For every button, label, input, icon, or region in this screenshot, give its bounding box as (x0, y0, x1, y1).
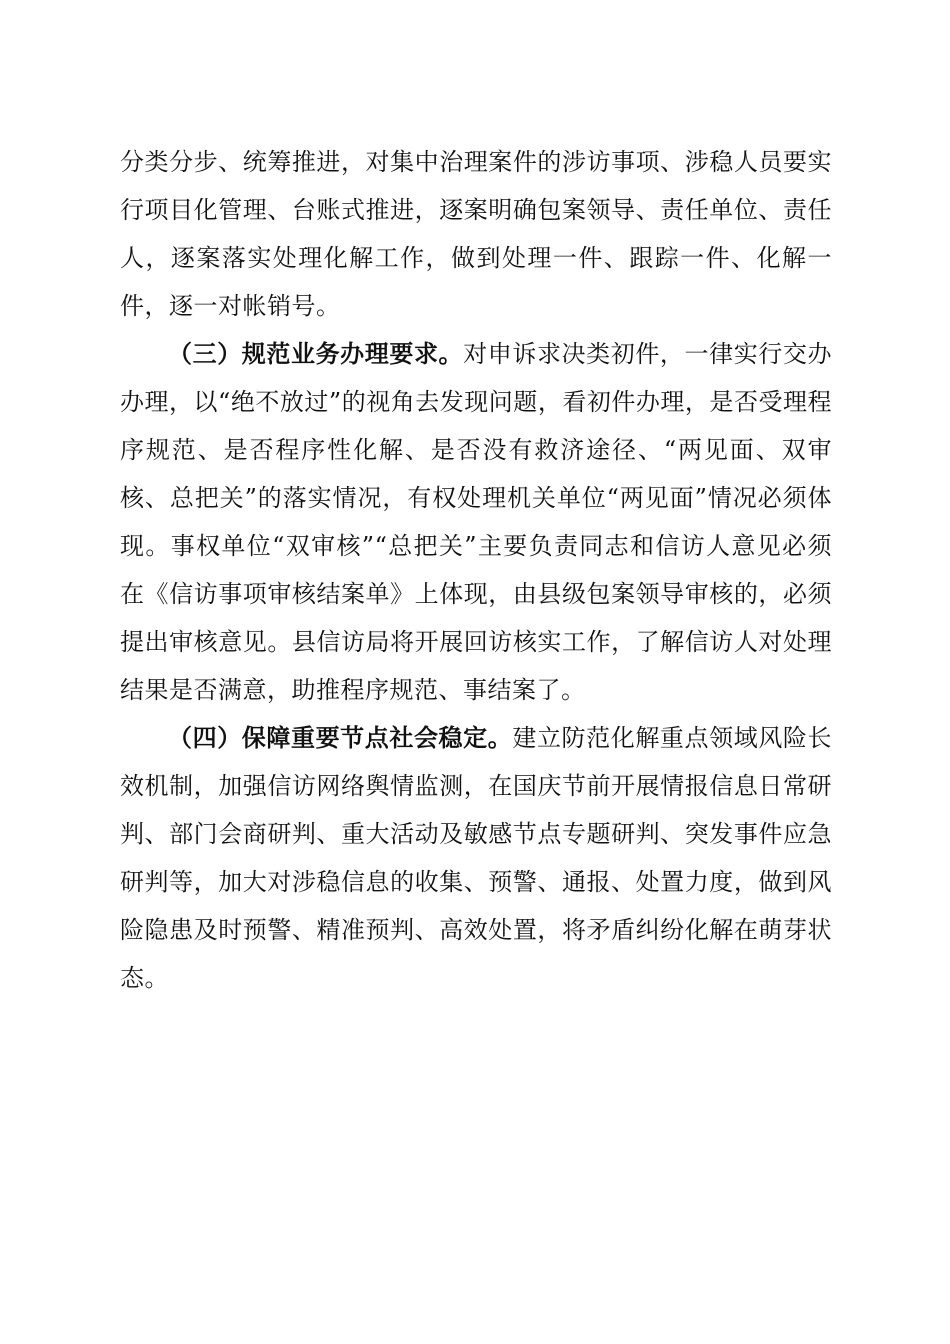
paragraph-text: 建立防范化解重点领域风险长效机制，加强信访网络舆情监测，在国庆节前开展情报信息日常研判、部门会商研判、重大活动及敏感节点专题研判、突发事件应急研判等，加大对涉稳信息的收集、预警、通报、处置力度，做到风险隐患及时预警、精准预判、高效处置，将矛盾纠纷化解在萌芽状态。 (120, 724, 833, 992)
paragraph-section-4 (120, 714, 832, 1002)
section-heading: （三）规范业务办理要求。 (168, 339, 464, 368)
paragraph-text: 分类分步、统筹推进，对集中治理案件的涉访事项、涉稳人员要实行项目化管理、台账式推进，逐案明确包案领导、责任单位、责任人，逐案落实处理化解工作，做到处理一件、跟踪一件、化解一件，逐一对帐销号。 (120, 148, 832, 320)
document-body (120, 138, 832, 1002)
paragraph-text: 对申诉求决类初件，一律实行交办办理，以“绝不放过”的视角去发现问题，看初件办理，是否受理程序规范、是否程序性化解、是否没有救济途径、“两见面、双审核、总把关”的落实情况，有权处理机关单位“两见面”情况必须体现。事权单位“双审核”“总把关”主要负责同志和信访人意见必须在《信访事项审核结案单》上体现，由县级包案领导审核的，必须提出审核意见。县信访局将开展回访核实工作，了解信访人对处理结果是否满意，助推程序规范、事结案了。 (120, 340, 833, 704)
paragraph-section-3 (120, 330, 832, 714)
section-heading: （四）保障重要节点社会稳定。 (168, 723, 513, 752)
paragraph-continued (120, 138, 832, 330)
